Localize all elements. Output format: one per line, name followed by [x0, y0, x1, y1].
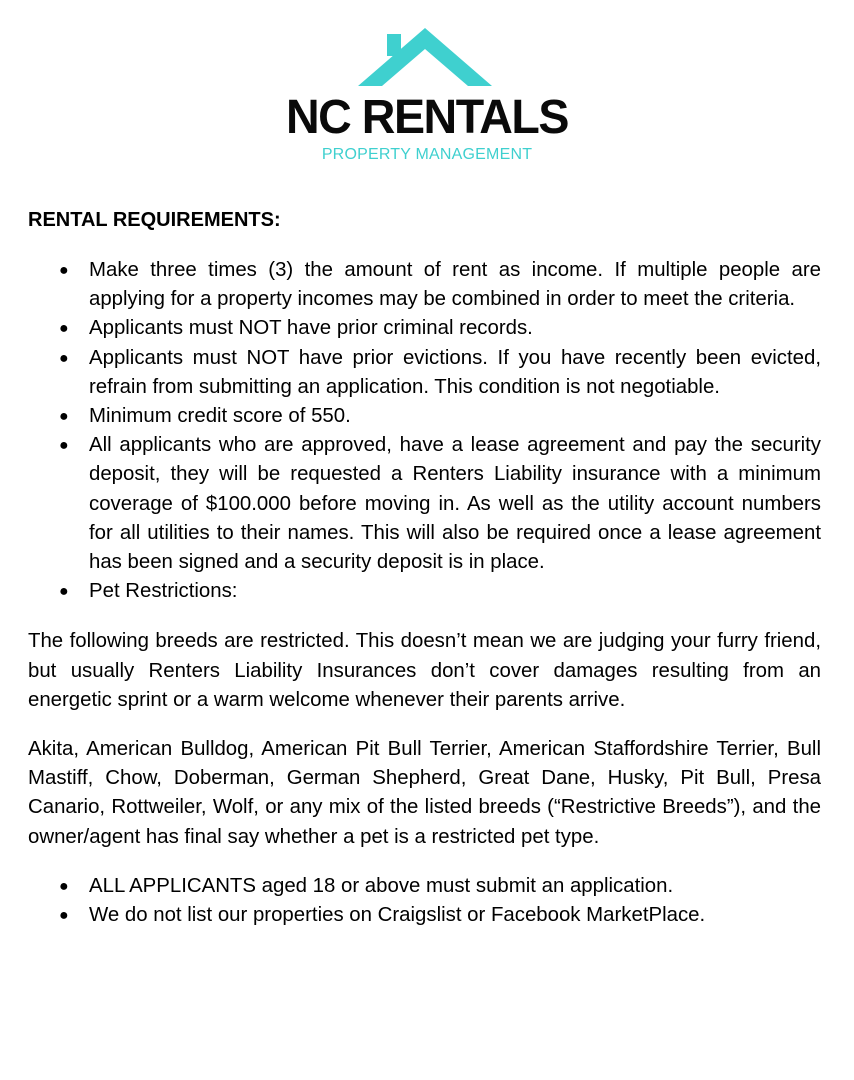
document-body — [28, 206, 821, 930]
list-item — [28, 577, 821, 606]
list-item — [28, 402, 821, 431]
bullet-icon: ● — [59, 262, 69, 279]
list-item-text: ALL APPLICANTS aged 18 or above must submit an application. — [89, 874, 674, 897]
bullet-icon: ● — [59, 320, 69, 338]
house-roof-icon — [355, 26, 495, 88]
bullet-icon: ● — [59, 907, 69, 925]
list-item — [28, 431, 821, 577]
list-item-text: Applicants must NOT have prior evictions. If you have recently been evicted, refrain from submitting an application. This condition is not negotiable. — [89, 346, 821, 398]
list-item — [28, 872, 821, 901]
logo-subtitle: PROPERTY MANAGEMENT — [321, 146, 533, 163]
bullet-icon: ● — [59, 437, 69, 455]
list-item-text: All applicants who are approved, have a lease agreement and pay the security deposit, they will be requested a Renters Liability insurance with a minimum coverage of $100.000 before moving in. As well as the utility account numbers for all utilities to their names. This will also be required once a lease agreement has been signed and a security deposit is in place. — [89, 434, 821, 574]
list-item — [28, 901, 821, 930]
list-item-text: We do not list our properties on Craigslist or Facebook MarketPlace. — [89, 904, 706, 927]
pet-restrictions-paragraph: The following breeds are restricted. This doesn’t mean we are judging your furry friend, but usually Renters Liability Insurances don’t cover damages resulting from an energetic sprint or a warm welcome whenever their parents arrive. — [28, 630, 821, 711]
list-item — [28, 314, 821, 343]
list-item-text: Make three times (3) the amount of rent as income. If multiple people are applying for a property incomes may be combined in order to meet the criteria. — [89, 259, 821, 311]
bullet-icon: ● — [59, 408, 69, 426]
logo-name: NC RENTALS — [285, 91, 569, 144]
page-title: RENTAL REQUIREMENTS: — [28, 209, 281, 231]
bullet-icon: ● — [59, 583, 69, 601]
restricted-breeds-paragraph: Akita, American Bulldog, American Pit Bull Terrier, American Staffordshire Terrier, Bull Mastiff, Chow, Doberman, German Shepherd, Great Dane, Husky, Pit Bull, Presa Canario, Rottweiler, Wolf, or any mix of the listed breeds (“Restrictive Breeds”), and the owner/agent has final say whether a pet is a restricted pet type. — [28, 738, 821, 848]
final-notes-list — [28, 872, 821, 930]
list-item — [28, 256, 821, 314]
list-item-text: Applicants must NOT have prior criminal records. — [89, 317, 533, 340]
bullet-icon: ● — [59, 877, 69, 895]
requirements-list — [28, 256, 821, 606]
list-item — [28, 344, 821, 402]
bullet-icon: ● — [59, 349, 69, 367]
list-item-text: Minimum credit score of 550. — [89, 405, 351, 428]
company-logo — [0, 26, 854, 166]
list-item-text: Pet Restrictions: — [89, 580, 238, 603]
